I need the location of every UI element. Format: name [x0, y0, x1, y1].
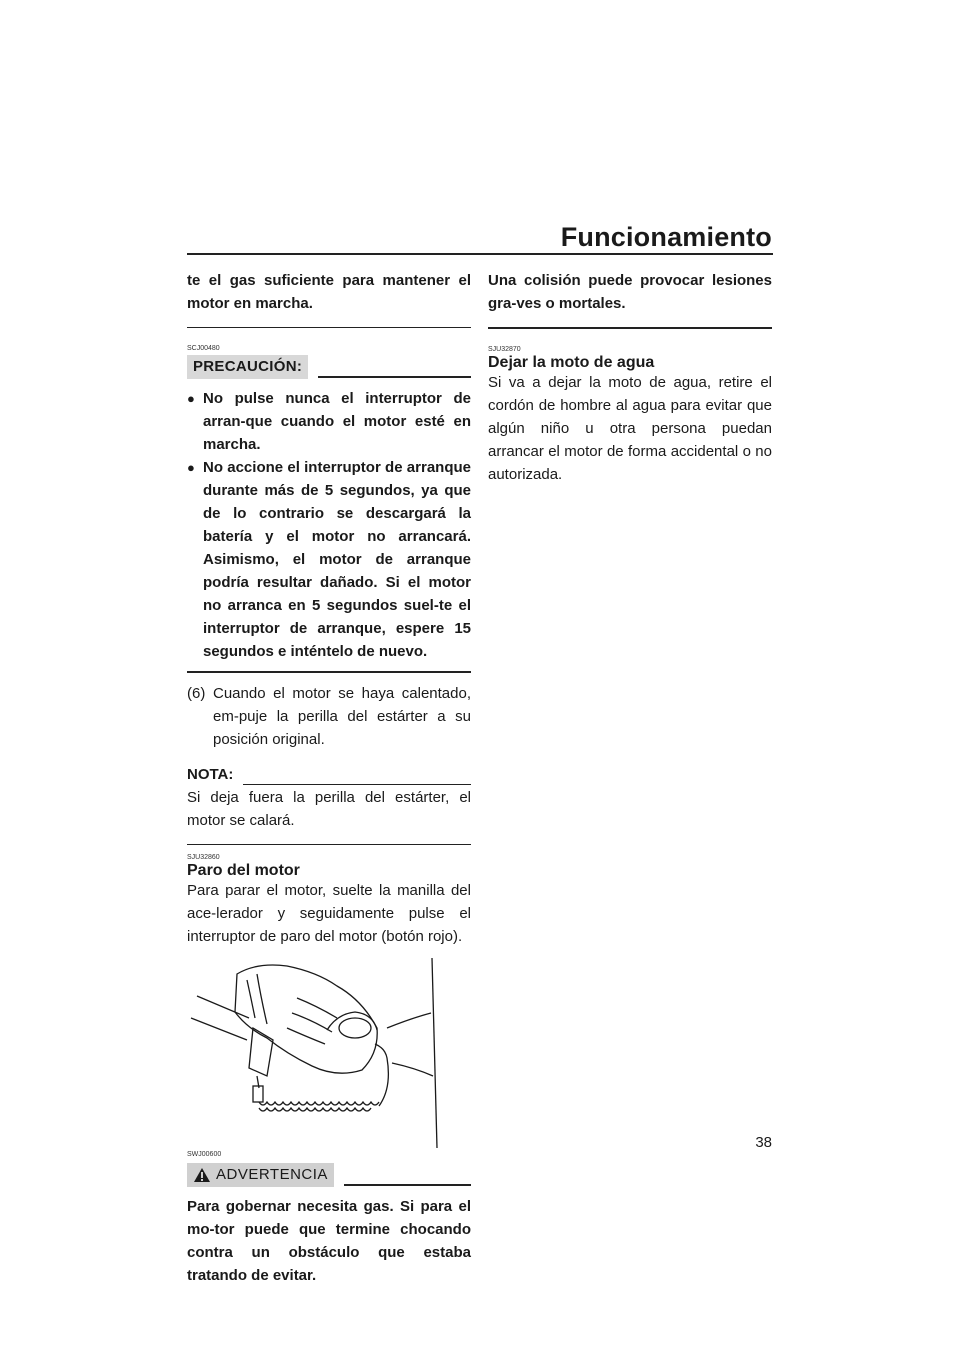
warning-line [344, 1184, 471, 1186]
continued-text: te el gas suficiente para mantener el motor en marcha. [187, 272, 471, 312]
bullet-dot-icon: ● [187, 391, 195, 406]
nota-line [243, 784, 471, 785]
caution-bullets [187, 387, 471, 663]
bullet-dot-icon: ● [187, 460, 195, 475]
warning-label-box [187, 1163, 334, 1187]
nota-text: Si deja fuera la perilla del estárter, el motor se calará. [187, 789, 471, 829]
warning-triangle-icon [193, 1167, 211, 1183]
left-column [187, 269, 471, 1287]
continued-warning-text: Una colisión puede provocar lesiones gra-ves o mortales. [488, 272, 772, 312]
step-number: (6) [187, 685, 206, 702]
nota-end-rule [187, 844, 471, 845]
warning-end-rule [488, 327, 772, 329]
section-body: Si va a dejar la moto de agua, retire el cordón de hombre al agua para evitar que algún niño u otra persona puedan arrancar el motor de forma accidental o no autorizada. [488, 374, 772, 483]
warning-text: Para gobernar necesita gas. Si para el mo-tor puede que termine chocando contra un obstáculo que estaba tratando de evitar. [187, 1198, 471, 1284]
nota-header [187, 763, 471, 786]
bullet-text: No pulse nunca el interruptor de arran-que cuando el motor esté en marcha. [203, 390, 471, 453]
caution-label: PRECAUCIÓN: [187, 355, 308, 379]
step-6 [187, 682, 471, 751]
section-code: SJU32870 [488, 346, 521, 353]
right-column [488, 269, 772, 486]
warning-code: SWJ00600 [187, 1151, 222, 1158]
step-text: Cuando el motor se haya calentado, em-puje la perilla del estárter a su posición original. [213, 685, 471, 748]
section-body: Para parar el motor, suelte la manilla del ace-lerador y seguidamente pulse el interruptor de paro del motor (botón rojo). [187, 882, 471, 945]
nota-label: NOTA: [187, 766, 234, 783]
caution-bullet [187, 387, 471, 456]
caution-line [318, 376, 471, 378]
caution-bullet [187, 456, 471, 663]
section-code: SJU32860 [187, 854, 220, 861]
divider [187, 327, 471, 328]
caution-end-rule [187, 671, 471, 673]
header-rule [187, 253, 773, 255]
caution-header [187, 355, 471, 379]
warning-header [187, 1163, 471, 1187]
bullet-text: No accione el interruptor de arranque durante más de 5 segundos, ya que de lo contrario se descargará la batería y el motor no arrancará. Asimismo, el motor de arranque podría resultar dañado. Si el motor no arranca en 5 segundos suel-te el interruptor de arranque, espere 15 segundos e inténtelo de nuevo. [203, 459, 471, 660]
warning-label: ADVERTENCIA [216, 1166, 328, 1183]
caution-code: SCJ00480 [187, 345, 220, 352]
page-header-title: Funcionamiento [560, 222, 772, 252]
section-heading: Paro del motor [187, 862, 300, 879]
illustration-hand-lanyard [187, 958, 471, 1148]
section-heading: Dejar la moto de agua [488, 354, 655, 371]
page-number: 38 [755, 1134, 772, 1151]
